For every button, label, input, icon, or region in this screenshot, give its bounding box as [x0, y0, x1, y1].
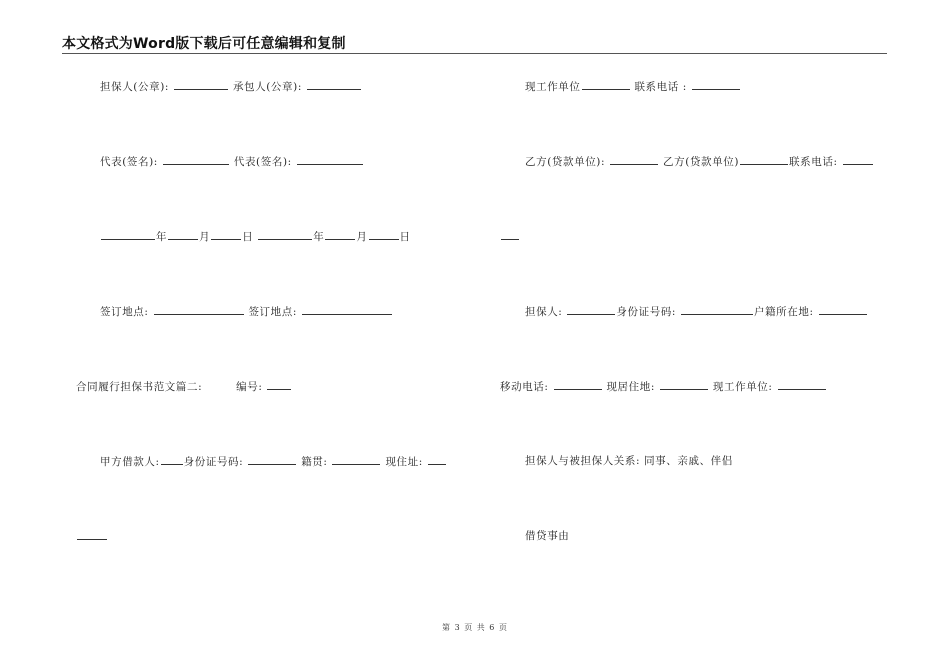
section-two-heading-line	[76, 379, 292, 394]
guarantor-seal-line	[100, 79, 362, 94]
native-place-label: 籍贯:	[301, 456, 328, 468]
lender-phone-continuation-blank[interactable]	[501, 229, 519, 240]
lender-label-2: 乙方(贷款单位)	[663, 156, 740, 168]
native-place-blank[interactable]	[332, 454, 380, 465]
day-blank-1[interactable]	[211, 229, 241, 240]
month-blank-2[interactable]	[325, 229, 355, 240]
signing-place-blank-1[interactable]	[154, 304, 244, 315]
guarantor-blank[interactable]	[567, 304, 615, 315]
lender-phone-continuation-line	[500, 229, 520, 244]
guarantor-info-line	[525, 304, 868, 319]
mobile-phone-line	[500, 379, 827, 394]
signing-place-label-2: 签订地点:	[248, 306, 297, 318]
representative-blank-1[interactable]	[163, 154, 229, 165]
work-unit-line	[525, 79, 741, 94]
signing-place-line	[100, 304, 393, 319]
address-continuation-line	[76, 529, 108, 544]
residence-blank[interactable]	[660, 379, 708, 390]
household-register-blank[interactable]	[819, 304, 867, 315]
page-number-footer: 第 3 页 共 6 页	[442, 623, 508, 632]
work-unit-blank[interactable]	[582, 79, 630, 90]
number-label: 编号:	[236, 381, 263, 393]
header-divider	[62, 53, 887, 54]
current-address-blank[interactable]	[428, 454, 446, 465]
borrower-label: 甲方借款人:	[100, 456, 160, 468]
current-work-unit-blank[interactable]	[778, 379, 826, 390]
contractor-seal-blank[interactable]	[307, 79, 361, 90]
guarantor-id-label: 身份证号码:	[616, 306, 677, 318]
address-continuation-blank[interactable]	[77, 529, 107, 540]
month-blank-1[interactable]	[168, 229, 198, 240]
lender-blank-2[interactable]	[740, 154, 788, 165]
year-label-2: 年	[313, 231, 325, 243]
signing-place-blank-2[interactable]	[302, 304, 392, 315]
number-blank[interactable]	[267, 379, 291, 390]
year-label-1: 年	[156, 231, 168, 243]
relationship-line	[525, 454, 733, 468]
date-line	[100, 229, 411, 244]
contact-phone-label: 联系电话 :	[634, 81, 687, 93]
lender-blank-1[interactable]	[610, 154, 658, 165]
lender-line	[525, 154, 874, 169]
page-header-title: 本文格式为Word版下载后可任意编辑和复制	[62, 36, 346, 52]
household-register-label: 户籍所在地:	[753, 306, 814, 318]
section-two-heading: 合同履行担保书范文篇二:	[76, 381, 203, 393]
year-blank-2[interactable]	[258, 229, 312, 240]
lender-phone-blank[interactable]	[843, 154, 873, 165]
guarantor-id-blank[interactable]	[681, 304, 753, 315]
year-blank-1[interactable]	[101, 229, 155, 240]
borrower-blank[interactable]	[161, 454, 183, 465]
id-number-blank[interactable]	[248, 454, 296, 465]
residence-label: 现居住地:	[606, 381, 655, 393]
month-label-2: 月	[356, 231, 368, 243]
signing-place-label-1: 签订地点:	[100, 306, 149, 318]
work-unit-label: 现工作单位	[525, 81, 581, 93]
day-label-2: 日	[399, 231, 411, 243]
current-work-unit-label: 现工作单位:	[712, 381, 773, 393]
mobile-phone-blank[interactable]	[554, 379, 602, 390]
id-number-label: 身份证号码:	[183, 456, 244, 468]
lender-label-1: 乙方(贷款单位):	[525, 156, 606, 168]
borrower-info-line	[100, 454, 447, 469]
contact-phone-blank[interactable]	[692, 79, 740, 90]
current-address-label: 现住址:	[385, 456, 423, 468]
day-blank-2[interactable]	[369, 229, 399, 240]
day-label-1: 日	[242, 231, 254, 243]
representative-label-2: 代表(签名):	[233, 156, 292, 168]
loan-reason-line	[525, 529, 569, 543]
month-label-1: 月	[199, 231, 211, 243]
contractor-seal-label: 承包人(公章):	[232, 81, 302, 93]
representative-blank-2[interactable]	[297, 154, 363, 165]
loan-reason-label: 借贷事由	[525, 530, 570, 542]
guarantor-seal-label: 担保人(公章):	[100, 81, 170, 93]
guarantor-seal-blank[interactable]	[174, 79, 228, 90]
lender-phone-label: 联系电话:	[789, 156, 838, 168]
mobile-phone-label: 移动电话:	[500, 381, 549, 393]
relationship-text: 担保人与被担保人关系: 同事、亲戚、伴侣	[525, 455, 733, 467]
representative-label-1: 代表(签名):	[100, 156, 158, 168]
representative-signature-line	[100, 154, 364, 169]
guarantor-label: 担保人:	[525, 306, 563, 318]
